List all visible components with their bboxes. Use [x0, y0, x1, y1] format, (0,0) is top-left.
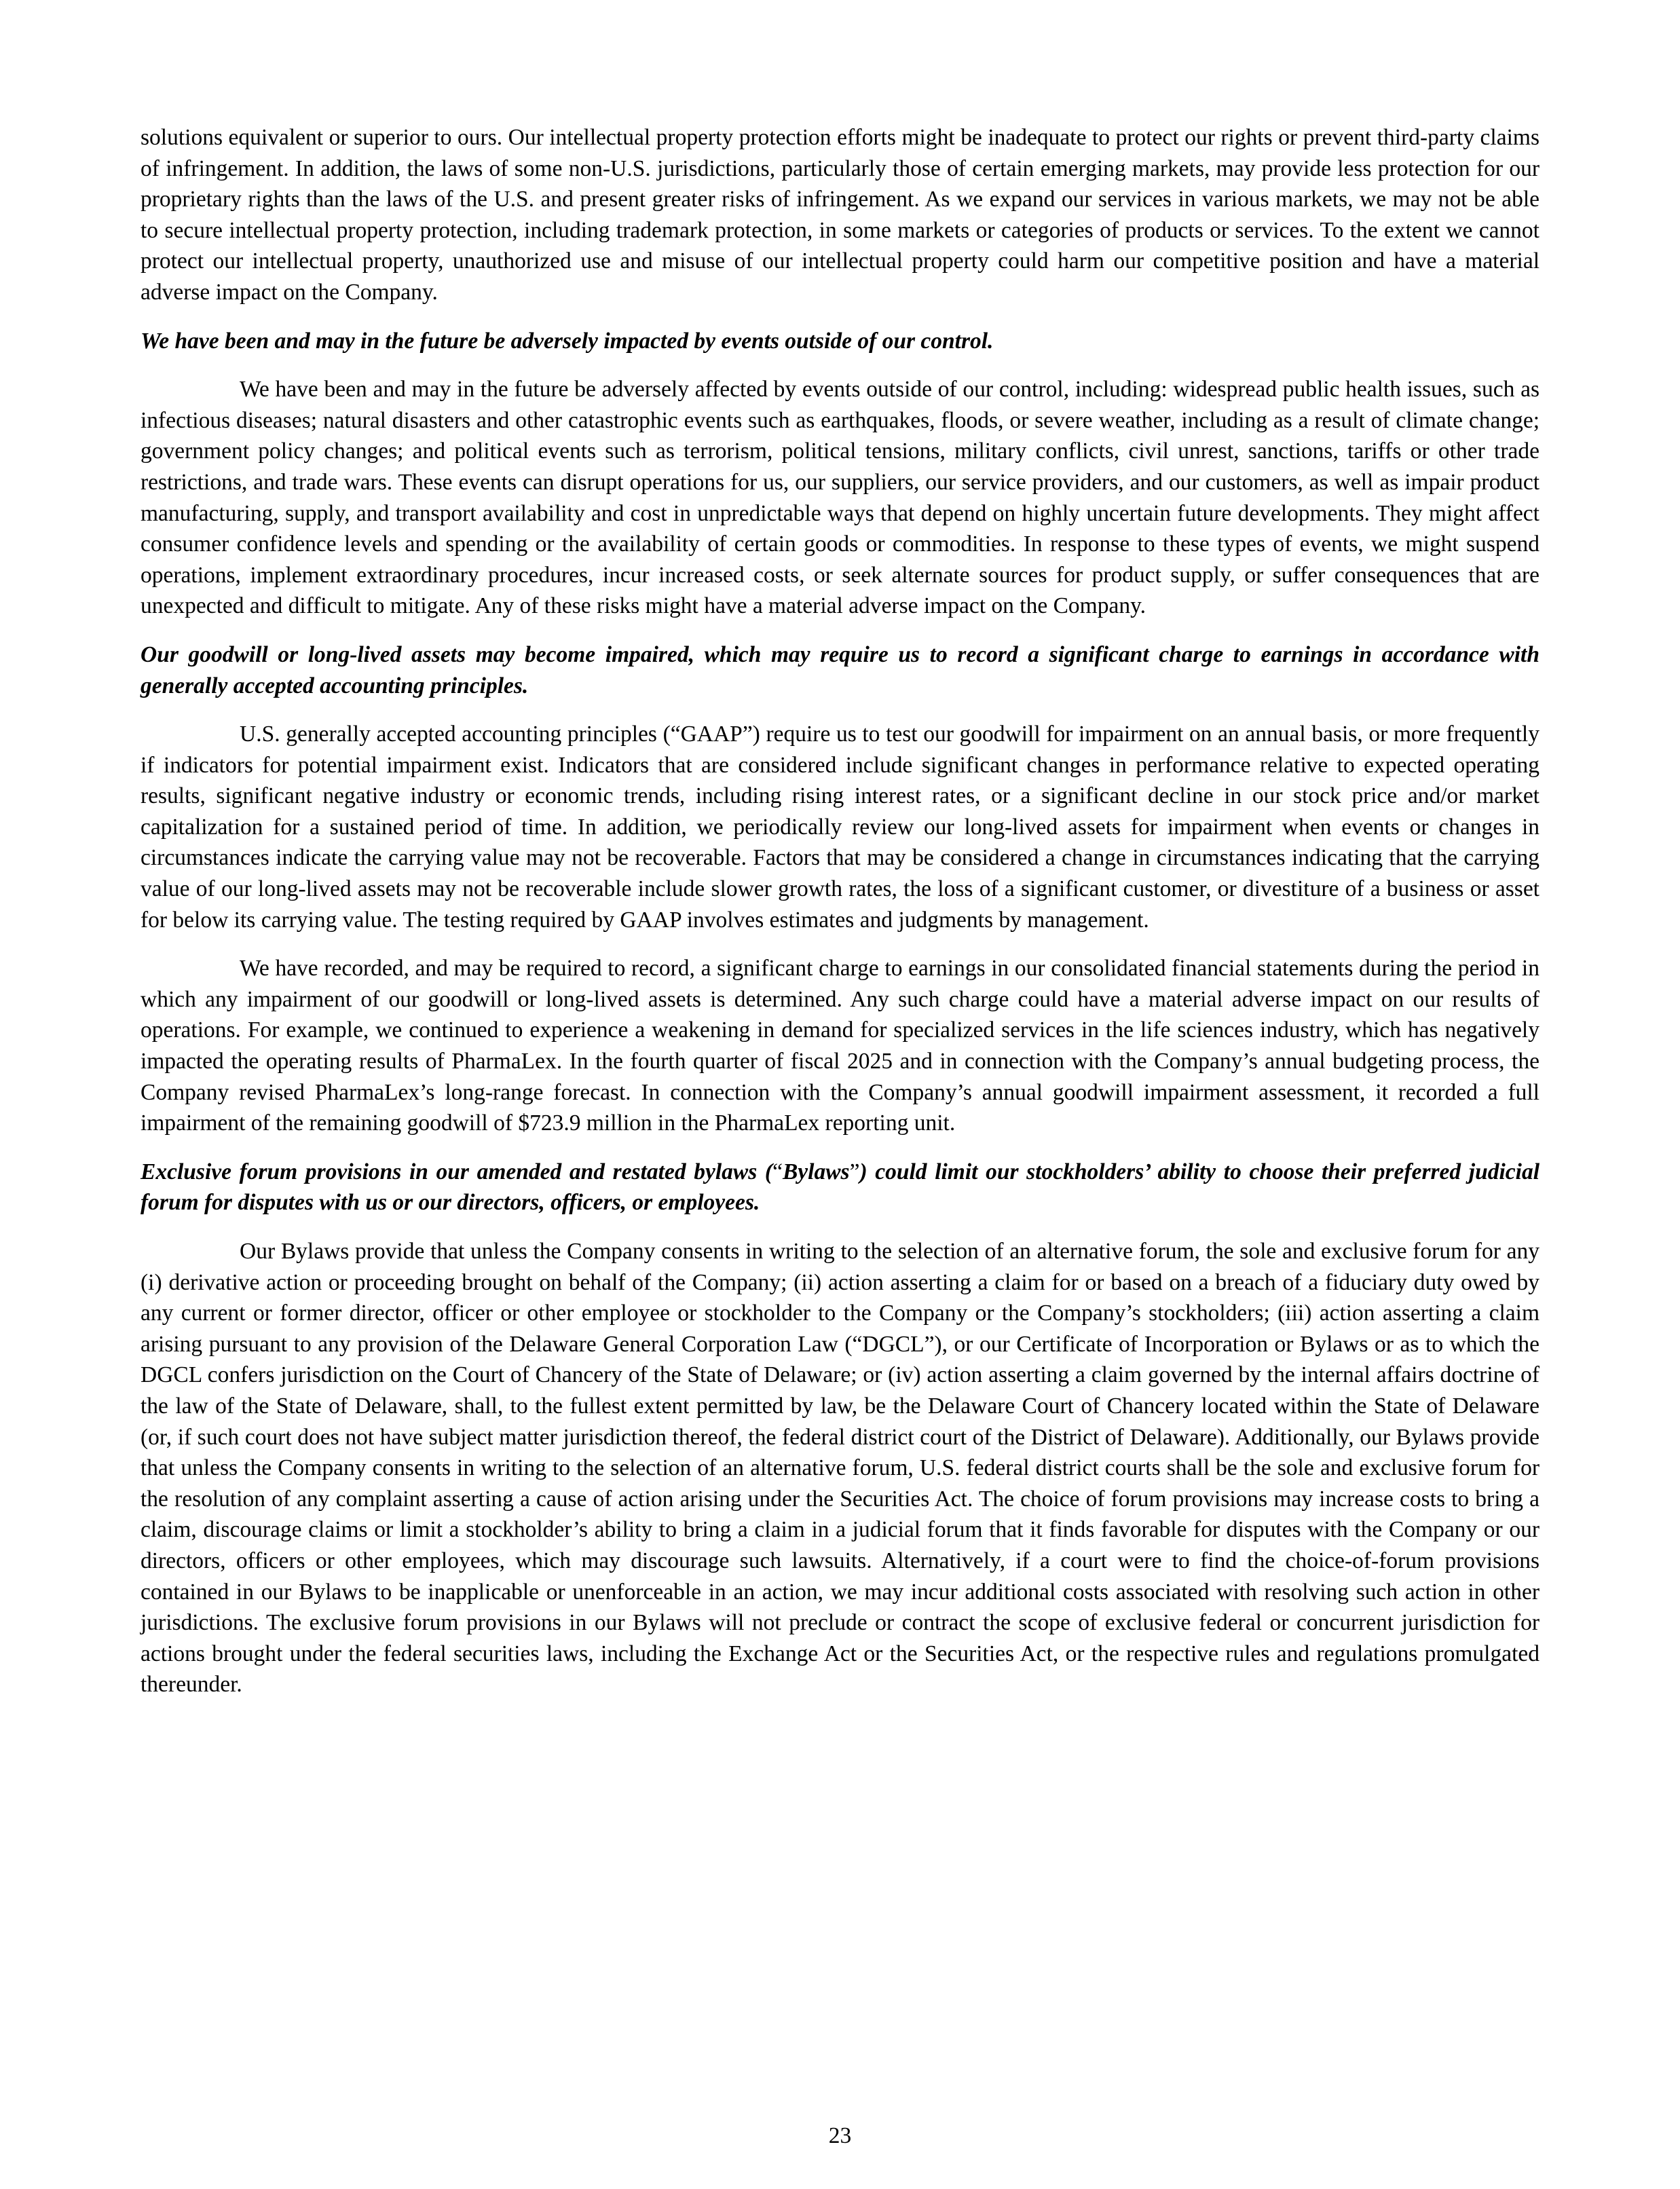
heading-exclusive-forum-part1: Exclusive forum provisions in our amended and restated bylaws (: [141, 1159, 773, 1184]
paragraph-events-outside-control: We have been and may in the future be adversely affected by events outside of our control, including: widespread public health issues, such as infectious diseases; natural disasters and other catastrophic events such as earthquakes, floods, or severe weather, including as a result of climate change; government policy changes; and political events such as terrorism, political tensions, military conflicts, civil unrest, sanctions, tariffs or other trade restrictions, and trade wars. These events can disrupt operations for us, our suppliers, our service providers, and our customers, as well as impair product manufacturing, supply, and transport availability and cost in unpredictable ways that depend on highly uncertain future developments. They might affect consumer confidence levels and spending or the availability of certain goods or commodities. In response to these types of events, we might suspend operations, implement extraordinary procedures, incur increased costs, or seek alternate sources for product supply, or suffer consequences that are unexpected and difficult to mitigate. Any of these risks might have a material adverse impact on the Company.: [141, 377, 1539, 619]
heading-exclusive-forum: [141, 1157, 1539, 1218]
heading-quote-close: ”: [849, 1159, 860, 1184]
heading-exclusive-forum-part2: ) could limit our stockholders’ ability to choose their preferred judicial forum for disputes with us or our directors, officers, or employees.: [141, 1159, 1539, 1216]
document-page: [141, 122, 1539, 1718]
heading-events-outside-control: We have been and may in the future be adversely impacted by events outside of our control.: [141, 328, 994, 354]
heading-quote-open: “: [772, 1159, 783, 1184]
heading-goodwill-impairment: Our goodwill or long-lived assets may become impaired, which may require us to record a significant charge to earnings in accordance with generally accepted accounting principles.: [141, 641, 1539, 698]
paragraph-ip-continuation: solutions equivalent or superior to ours. Our intellectual property protection efforts might be inadequate to protect our rights or prevent third-party claims of infringement. In addition, the laws of some non-U.S. jurisdictions, particularly those of certain emerging markets, may provide less protection for our proprietary rights than the laws of the U.S. and present greater risks of infringement. As we expand our services in various markets, we may not be able to secure intellectual property protection, including trademark protection, in some markets or categories of products or services. To the extent we cannot protect our intellectual property, unauthorized use and misuse of our intellectual property could harm our competitive position and have a material adverse impact on the Company.: [141, 125, 1539, 305]
page-number: 23: [828, 2123, 852, 2148]
paragraph-impairment-charge: We have recorded, and may be required to record, a significant charge to earnings in our consolidated financial statements during the period in which any impairment of our goodwill or long-lived assets is determined. Any such charge could have a material adverse impact on our results of operations. For example, we continued to experience a weakening in demand for specialized services in the life sciences industry, which has negatively impacted the operating results of PharmaLex. In the fourth quarter of fiscal 2025 and in connection with the Company’s annual budgeting process, the Company revised PharmaLex’s long-range forecast. In connection with the Company’s annual goodwill impairment assessment, it recorded a full impairment of the remaining goodwill of $723.9 million in the PharmaLex reporting unit.: [141, 956, 1539, 1136]
paragraph-exclusive-forum: Our Bylaws provide that unless the Company consents in writing to the selection of an alternative forum, the sole and exclusive forum for any (i) derivative action or proceeding brought on behalf of the Company; (ii) action asserting a claim for or based on a breach of a fiduciary duty owed by any current or former director, officer or other employee or stockholder to the Company or the Company’s stockholders; (iii) action asserting a claim arising pursuant to any provision of the Delaware General Corporation Law (“DGCL”), or our Certificate of Incorporation or Bylaws or as to which the DGCL confers jurisdiction on the Court of Chancery of the State of Delaware; or (iv) action asserting a claim governed by the internal affairs doctrine of the law of the State of Delaware, shall, to the fullest extent permitted by law, be the Delaware Court of Chancery located within the State of Delaware (or, if such court does not have subject matter jurisdiction thereof, the federal district court of the District of Delaware). Additionally, our Bylaws provide that unless the Company consents in writing to the selection of an alternative forum, U.S. federal district courts shall be the sole and exclusive forum for the resolution of any complaint asserting a cause of action arising under the Securities Act. The choice of forum provisions may increase costs to bring a claim, discourage claims or limit a stockholder’s ability to bring a claim in a judicial forum that it finds favorable for disputes with the Company or our directors, officers or other employees, which may discourage such lawsuits. Alternatively, if a court were to find the choice-of-forum provisions contained in our Bylaws to be inapplicable or unenforceable in an action, we may incur additional costs associated with resolving such action in other jurisdictions. The exclusive forum provisions in our Bylaws will not preclude or contract the scope of exclusive federal or concurrent jurisdiction for actions brought under the federal securities laws, including the Exchange Act or the Securities Act, or the respective rules and regulations promulgated thereunder.: [141, 1239, 1539, 1698]
paragraph-gaap-testing: U.S. generally accepted accounting principles (“GAAP”) require us to test our goodwill for impairment on an annual basis, or more frequently if indicators for potential impairment exist. Indicators that are considered include significant changes in performance relative to expected operating results, significant negative industry or economic trends, including rising interest rates, or a significant decline in our stock price and/or market capitalization for a sustained period of time. In addition, we periodically review our long-lived assets for impairment when events or changes in circumstances indicate the carrying value may not be recoverable. Factors that may be considered a change in circumstances indicating that the carrying value of our long-lived assets may not be recoverable include slower growth rates, the loss of a significant customer, or divestiture of a business or asset for below its carrying value. The testing required by GAAP involves estimates and judgments by management.: [141, 722, 1539, 933]
heading-bylaws-term: Bylaws: [782, 1159, 850, 1184]
